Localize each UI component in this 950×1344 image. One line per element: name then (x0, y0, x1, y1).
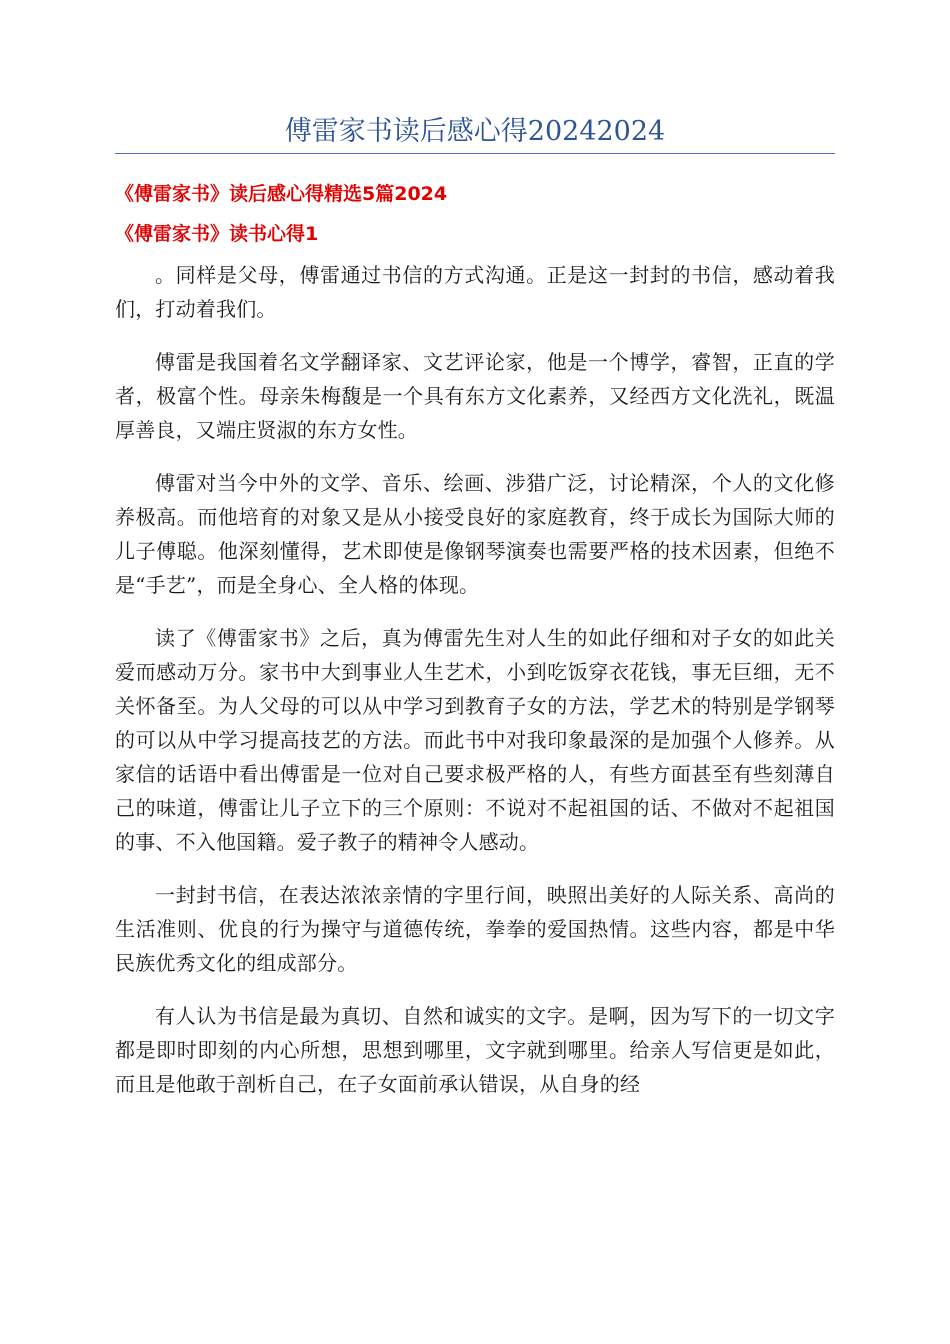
body-paragraph-3: 傅雷对当今中外的文学、音乐、绘画、涉猎广泛，讨论精深，个人的文化修养极高。而他培育的对象又是从小接受良好的家庭教育，终于成长为国际大师的儿子傅聪。他深刻懂得，艺术即使是像钢琴演奏也需要严格的技术因素，但绝不是“手艺”，而是全身心、全人格的体现。 (115, 471, 835, 597)
body-paragraph-1: 。同样是父母，傅雷通过书信的方式沟通。正是这一封封的书信，感动着我们，打动着我们。 (115, 263, 835, 321)
body-paragraph-4: 读了《傅雷家书》之后，真为傅雷先生对人生的如此仔细和对子女的如此关爱而感动万分。家书中大到事业人生艺术，小到吃饭穿衣花钱，事无巨细，无不关怀备至。为人父母的可以从中学习到教育子女的方法，学艺术的特别是学钢琴的可以从中学习提高技艺的方法。而此书中对我印象最深的是加强个人修养。从家信的话语中看出傅雷是一位对自己要求极严格的人，有些方面甚至有些刻薄自己的味道，傅雷让儿子立下的三个原则：不说对不起祖国的话、不做对不起祖国的事、不入他国籍。爱子教子的精神令人感动。 (115, 626, 835, 854)
body-paragraph-5: 一封封书信，在表达浓浓亲情的字里行间，映照出美好的人际关系、高尚的生活准则、优良的行为操守与道德传统，拳拳的爱国热情。这些内容，都是中华民族优秀文化的组成部分。 (115, 883, 835, 975)
body-paragraph-6: 有人认为书信是最为真切、自然和诚实的文字。是啊，因为写下的一切文字都是即时即刻的内心所想，思想到哪里，文字就到哪里。给亲人写信更是如此，而且是他敢于剖析自己，在子女面前承认错误，从自身的经 (115, 1004, 835, 1096)
document-title: 傅雷家书读后感心得20242024 (284, 116, 666, 147)
subsection-heading: 《傅雷家书》读书心得1 (115, 223, 319, 245)
document-page (115, 112, 835, 1120)
title-underline (115, 153, 835, 154)
body-paragraph-2: 傅雷是我国着名文学翻译家、文艺评论家，他是一个博学，睿智，正直的学者，极富个性。母亲朱梅馥是一个具有东方文化素养，又经西方文化洗礼，既温厚善良，又端庄贤淑的东方女性。 (115, 350, 835, 442)
section-heading: 《傅雷家书》读后感心得精选5篇2024 (115, 183, 448, 205)
